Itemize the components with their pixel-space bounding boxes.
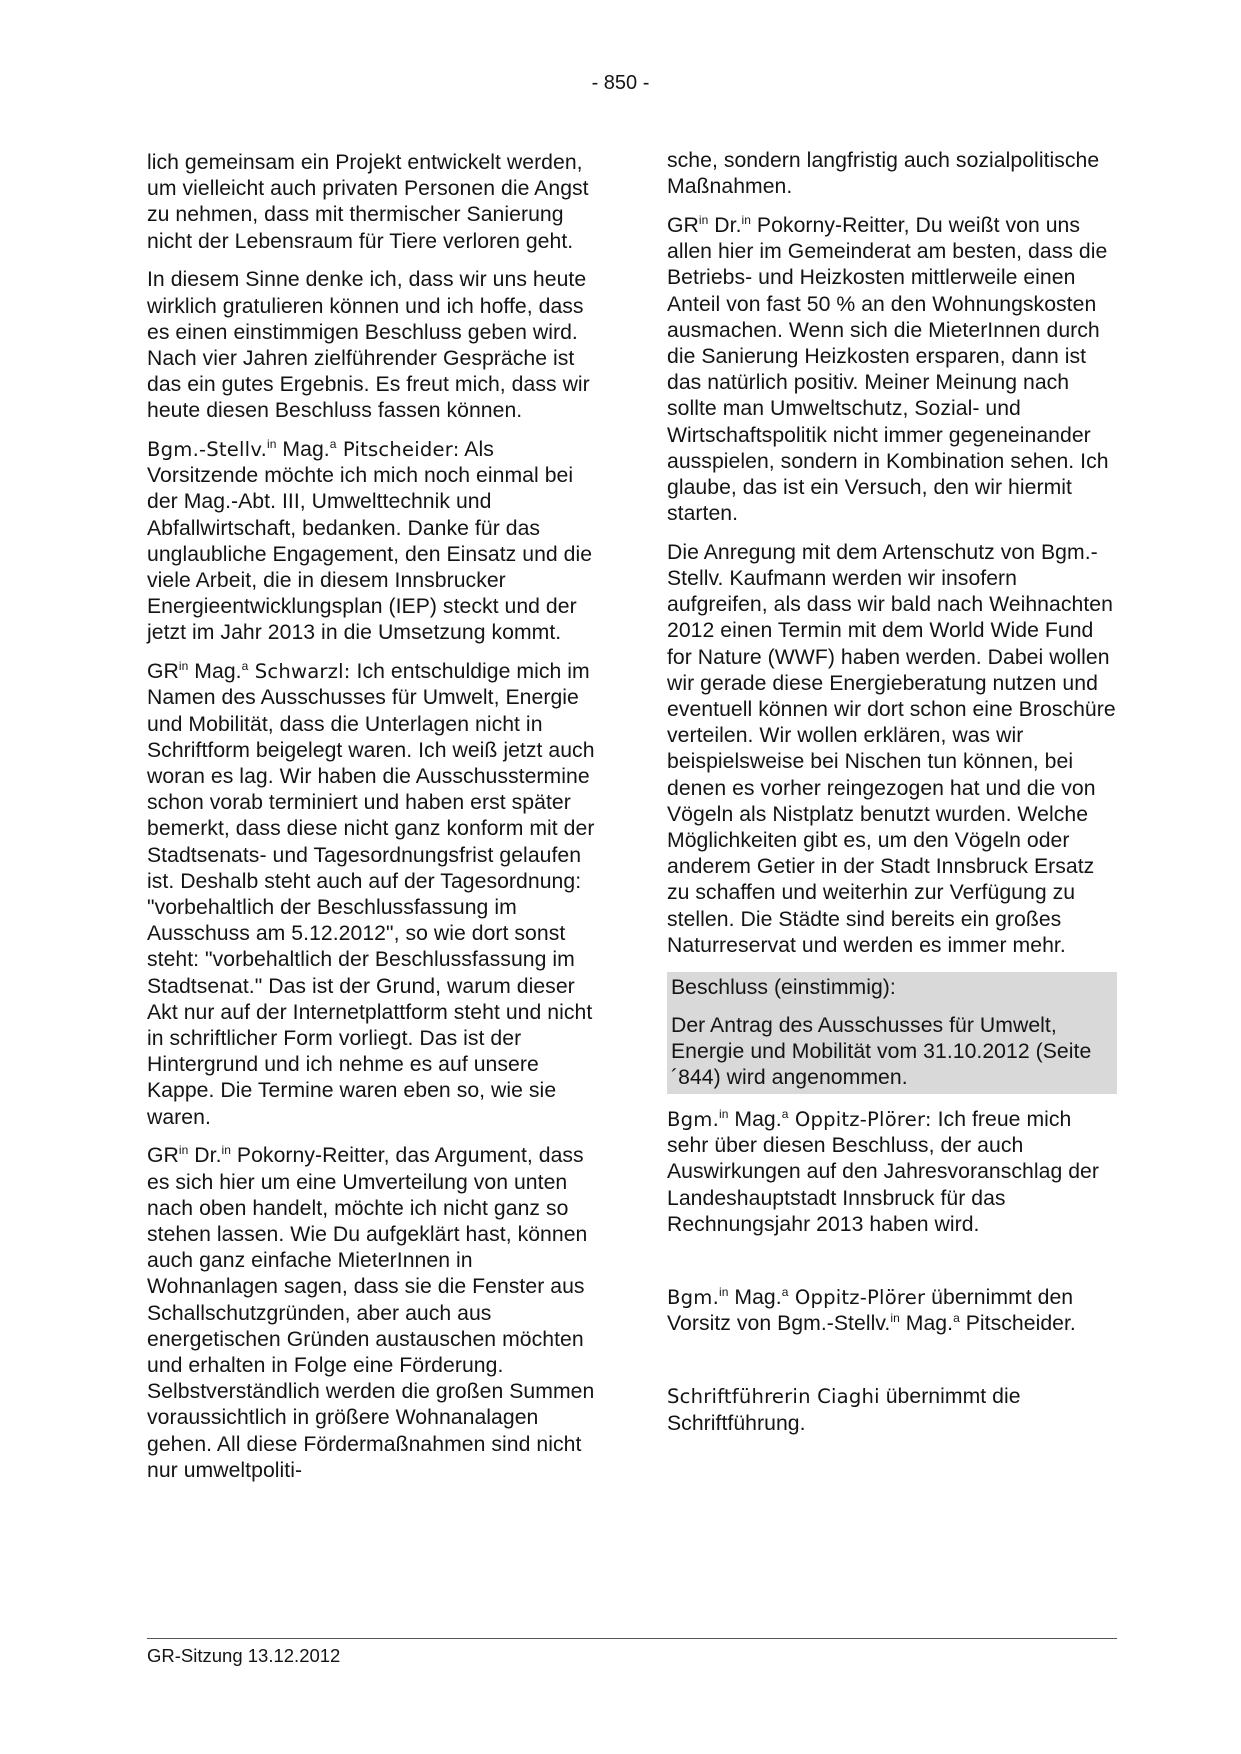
speaker-title: Mag. [276, 438, 330, 462]
superscript: a [781, 1284, 789, 1299]
speech-text: Ich freue mich sehr über diesen Beschluss, der auch Auswirkungen auf den Jahresvoranschlag der Landeshauptstadt Innsbruck für das Rechnungsjahr 2013 haben wird. [667, 1107, 1099, 1236]
note-text: übernimmt die Schriftführung. [667, 1385, 1021, 1435]
speaker-role: GR [667, 213, 699, 237]
superscript: in [719, 1284, 729, 1299]
page-number: - 850 - [591, 72, 650, 94]
speaker-role: GR [147, 660, 179, 684]
note-text: Mag. [899, 1312, 954, 1336]
paragraph: In diesem Sinne denke ich, dass wir uns heute wirklich gratulieren können und ich hoffe, dass es einen einstimmigen Beschluss geben wird. Nach vier Jahren zielführender Gespräche ist das ein gutes Ergebnis. Es freut mich, dass wir heute diesen Beschluss fassen können. [147, 268, 590, 423]
decision-block [667, 972, 1117, 1095]
superscript: a [241, 659, 249, 674]
note-text: Pitscheider. [959, 1312, 1076, 1336]
left-column [147, 150, 597, 1496]
speech-continued [147, 1143, 597, 1484]
note-text: übernimmt den Vorsitz von Bgm.-Stellv. [667, 1285, 1074, 1336]
superscript: in [178, 659, 189, 674]
speaker-role: Bgm.-Stellv. [147, 438, 268, 462]
secretary-name: Schriftführerin Ciaghi [667, 1385, 880, 1409]
speech-text: Ich entschuldige mich im Namen des Ausschusses für Umwelt, Energie und Mobilität, dass die Unterlagen nicht in Schriftform beigelegt waren. Ich weiß jetzt auch woran es lag. Wir haben die Ausschusstermine schon vorab terminiert und haben erst später bemerkt, dass diese nicht ganz konform mit der Stadtsenats- und Tagesordnungsfrist gelaufen ist. Deshalb steht auch auf der Tagesordnung: "vorbehaltlich der Beschlussfassung im Ausschuss am 5.12.2012", so wie dort sonst steht: "vorbehaltlich der Beschlussfassung im Stadtsenat." Das ist der Grund, warum dieser Akt nur auf der Internetplattform steht und nicht in schriftlicher Form vorliegt. Das ist der Hintergrund und ich nehme es auf unsere Kappe. Die Termine waren eben so, wie sie waren. [147, 660, 595, 1129]
speech-text: Pokorny-Reitter, Du weißt von uns allen hier im Gemeinderat am besten, dass die Betriebs- und Heizkosten mittlerweile einen Anteil von fast 50 % an den Wohnungskosten ausmachen. Wenn sich die MieterInnen durch die Sanierung Heizkosten ersparen, dann ist das natürlich positiv. Meiner Meinung nach sollte man Umweltschutz, Sozial- und Wirtschaftspolitik nicht immer gegeneinander ausspielen, sondern in Kombination sehen. Ich glaube, das ist ein Versuch, den wir hiermit starten. [667, 213, 1109, 526]
right-column [667, 148, 1117, 1449]
paragraph: Die Anregung mit dem Artenschutz von Bgm.-Stellv. Kaufmann werden wir insofern aufgreifen, als dass wir bald nach Weihnachten 2012 einen Termin mit dem World Wide Fund for Nature (WWF) haben werden. Dabei wollen wir gerade diese Energieberatung nutzen und eventuell können wir dort schon eine Broschüre verteilen. Wir wollen erklären, was wir beispielsweise bei Nischen tun können, bei denen es vorher reingezogen hat und die von Vögeln als Nistplatz benutzt wurden. Welche Möglichkeiten gibt es, um den Vögeln oder anderem Getier in der Stadt Innsbruck Ersatz zu schaffen und weiterhin zur Verfügung zu stellen. Die Städte sind bereits ein großes Naturreservat und werden es immer mehr. [667, 540, 1116, 957]
superscript: in [267, 437, 277, 452]
paragraph: sche, sondern langfristig auch sozialpolitische Maßnahmen. [667, 149, 1100, 199]
speech-text: Pokorny-Reitter, das Argument, dass es sich hier um eine Umverteilung von unten nach oben handelt, möchte ich nicht ganz so stehen lassen. Wie Du aufgeklärt hast, können auch ganz einfache MieterInnen in Wohnanlagen sagen, dass sie die Fenster aus Schallschutzgründen, aber auch aus energetischen Gründen austauschen möchten und erhalten in Folge eine Förderung. Selbstverständlich werden die großen Summen voraussichtlich in größere Wohnanalagen gehen. All diese Fördermaßnahmen sind nicht nur umweltpoliti- [147, 1144, 595, 1482]
speaker-role: Bgm. [667, 1107, 719, 1131]
speaker-role: GR [147, 1144, 179, 1168]
speech-pitscheider [147, 437, 597, 647]
speaker-role: Bgm. [667, 1285, 719, 1309]
speech-text: Als Vorsitzende möchte ich mich noch einmal bei der Mag.-Abt. III, Umwelttechnik und Abfallwirtschaft, bedanken. Danke für das unglaubliche Engagement, den Einsatz und die viele Arbeit, die in diesem Innsbrucker Energieentwicklungsplan (IEP) steckt und der jetzt im Jahr 2013 in die Umsetzung kommt. [147, 438, 593, 645]
secretary-note [667, 1384, 1117, 1436]
superscript: a [781, 1106, 789, 1121]
speech-address [667, 213, 1117, 527]
speaker-name: Oppitz-Plörer: [788, 1107, 932, 1131]
superscript: in [178, 1143, 189, 1158]
speech-oppitz-ploerer [667, 1107, 1117, 1238]
speech-schwarzl [147, 659, 597, 1131]
speaker-name: Schwarzl: [248, 660, 351, 684]
superscript: in [890, 1311, 900, 1326]
speaker-title: Dr. [708, 213, 742, 237]
speaker-title: Dr. [188, 1144, 222, 1168]
superscript: in [698, 212, 709, 227]
superscript: a [953, 1311, 960, 1326]
superscript: in [741, 212, 751, 227]
decision-text: Der Antrag des Ausschusses für Umwelt, Energie und Mobilität vom 31.10.2012 (Seite ´844) wird angenommen. [671, 1013, 1092, 1090]
superscript: in [719, 1106, 729, 1121]
superscript: a [329, 437, 337, 452]
footer-divider [147, 1638, 1117, 1639]
chair-change-note [667, 1285, 1117, 1337]
speaker-title: Mag. [728, 1107, 782, 1131]
superscript: in [221, 1143, 231, 1158]
speaker-name: Oppitz-Plörer [788, 1285, 926, 1309]
speaker-title: Mag. [188, 660, 242, 684]
footer-session-label: GR-Sitzung 13.12.2012 [147, 1645, 341, 1666]
paragraph: lich gemeinsam ein Projekt entwickelt werden, um vielleicht auch privaten Personen die Angst zu nehmen, dass mit thermischer Sanierung nicht der Lebensraum für Tiere verloren geht. [147, 151, 589, 253]
decision-heading: Beschluss (einstimmig): [671, 975, 896, 999]
speaker-title: Mag. [728, 1285, 782, 1309]
speaker-name: Pitscheider: [336, 438, 460, 462]
